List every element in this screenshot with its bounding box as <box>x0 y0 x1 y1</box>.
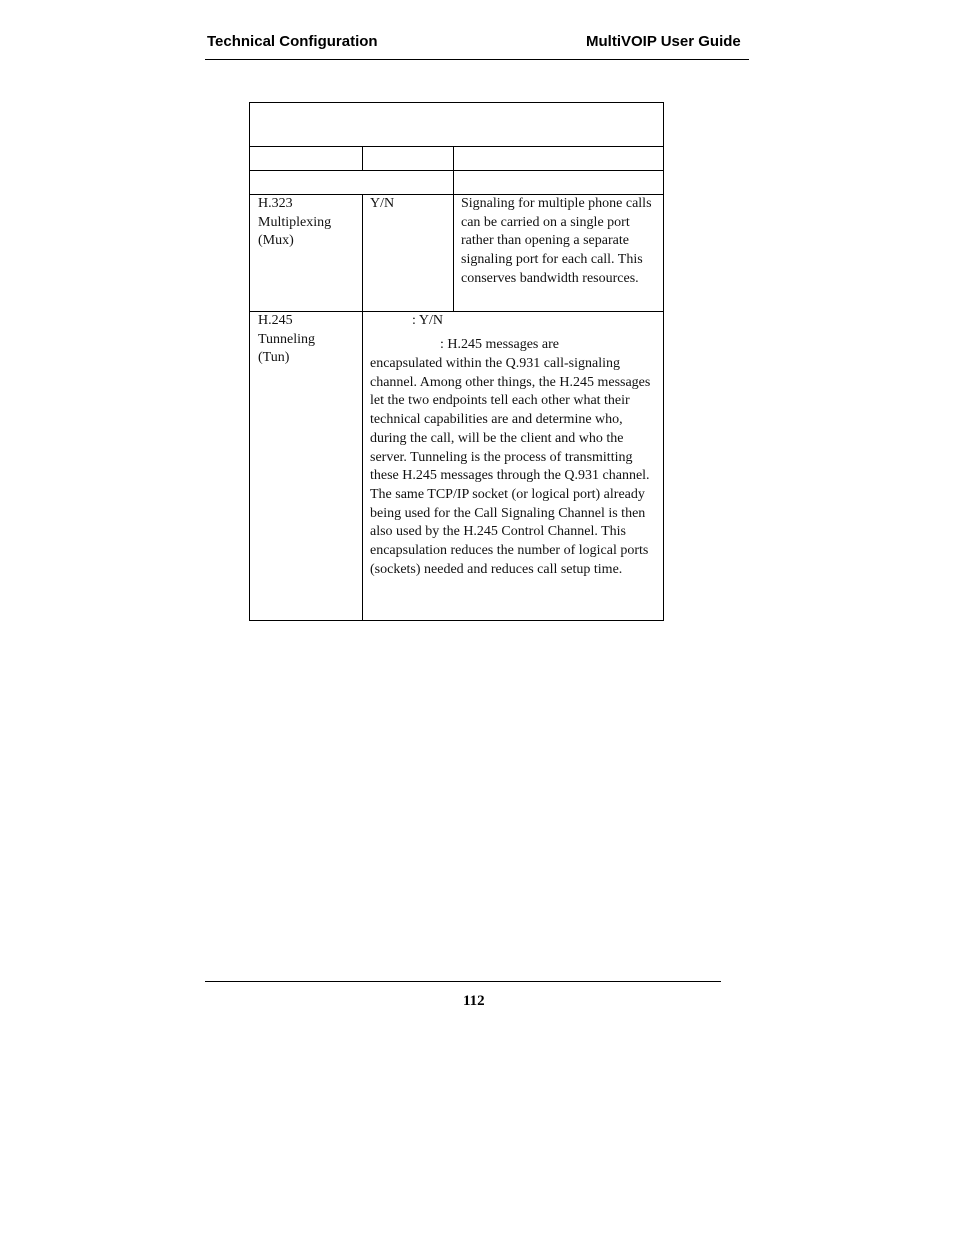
header-divider <box>205 59 749 60</box>
table-cell-description: Signaling for multiple phone calls can be carried on a single port rather than opening a separate signaling port for each call. This conserves bandwidth resources. <box>461 196 652 286</box>
settings-table <box>249 102 664 621</box>
table-rule <box>362 146 363 170</box>
table-rule <box>250 170 663 171</box>
section-title: Technical Configuration <box>207 33 378 50</box>
table-rule <box>362 194 363 620</box>
table-rule <box>453 170 454 194</box>
footer-divider <box>205 981 721 982</box>
table-cell-field: H.323 Multiplexing (Mux) <box>258 196 332 249</box>
table-cell-values: Y/N <box>370 196 395 211</box>
table-cell-description: encapsulated within the Q.931 call-signaling channel. Among other things, the H.245 messages let the two endpoints tell each other what their technical capabilities are and determine who, during the call, will be the client and who the server. Tunneling is the process of transmitting these H.245 messages through the Q.931 channel. The same TCP/IP socket (or logical port) already being used for the Call Signaling Channel is then also used by the H.245 Control Channel. This encapsulation reduces the number of logical ports (sockets) needed and reduces call setup time. <box>370 356 651 577</box>
table-cell-description: : H.245 messages are <box>440 337 559 352</box>
page-number: 112 <box>463 993 485 1009</box>
guide-title: MultiVOIP User Guide <box>586 33 741 50</box>
table-cell-values: : Y/N <box>412 313 443 328</box>
table-rule <box>250 146 663 147</box>
table-cell-field: H.245 Tunneling (Tun) <box>258 313 316 366</box>
table-rule <box>453 194 454 311</box>
table-rule <box>453 146 454 170</box>
